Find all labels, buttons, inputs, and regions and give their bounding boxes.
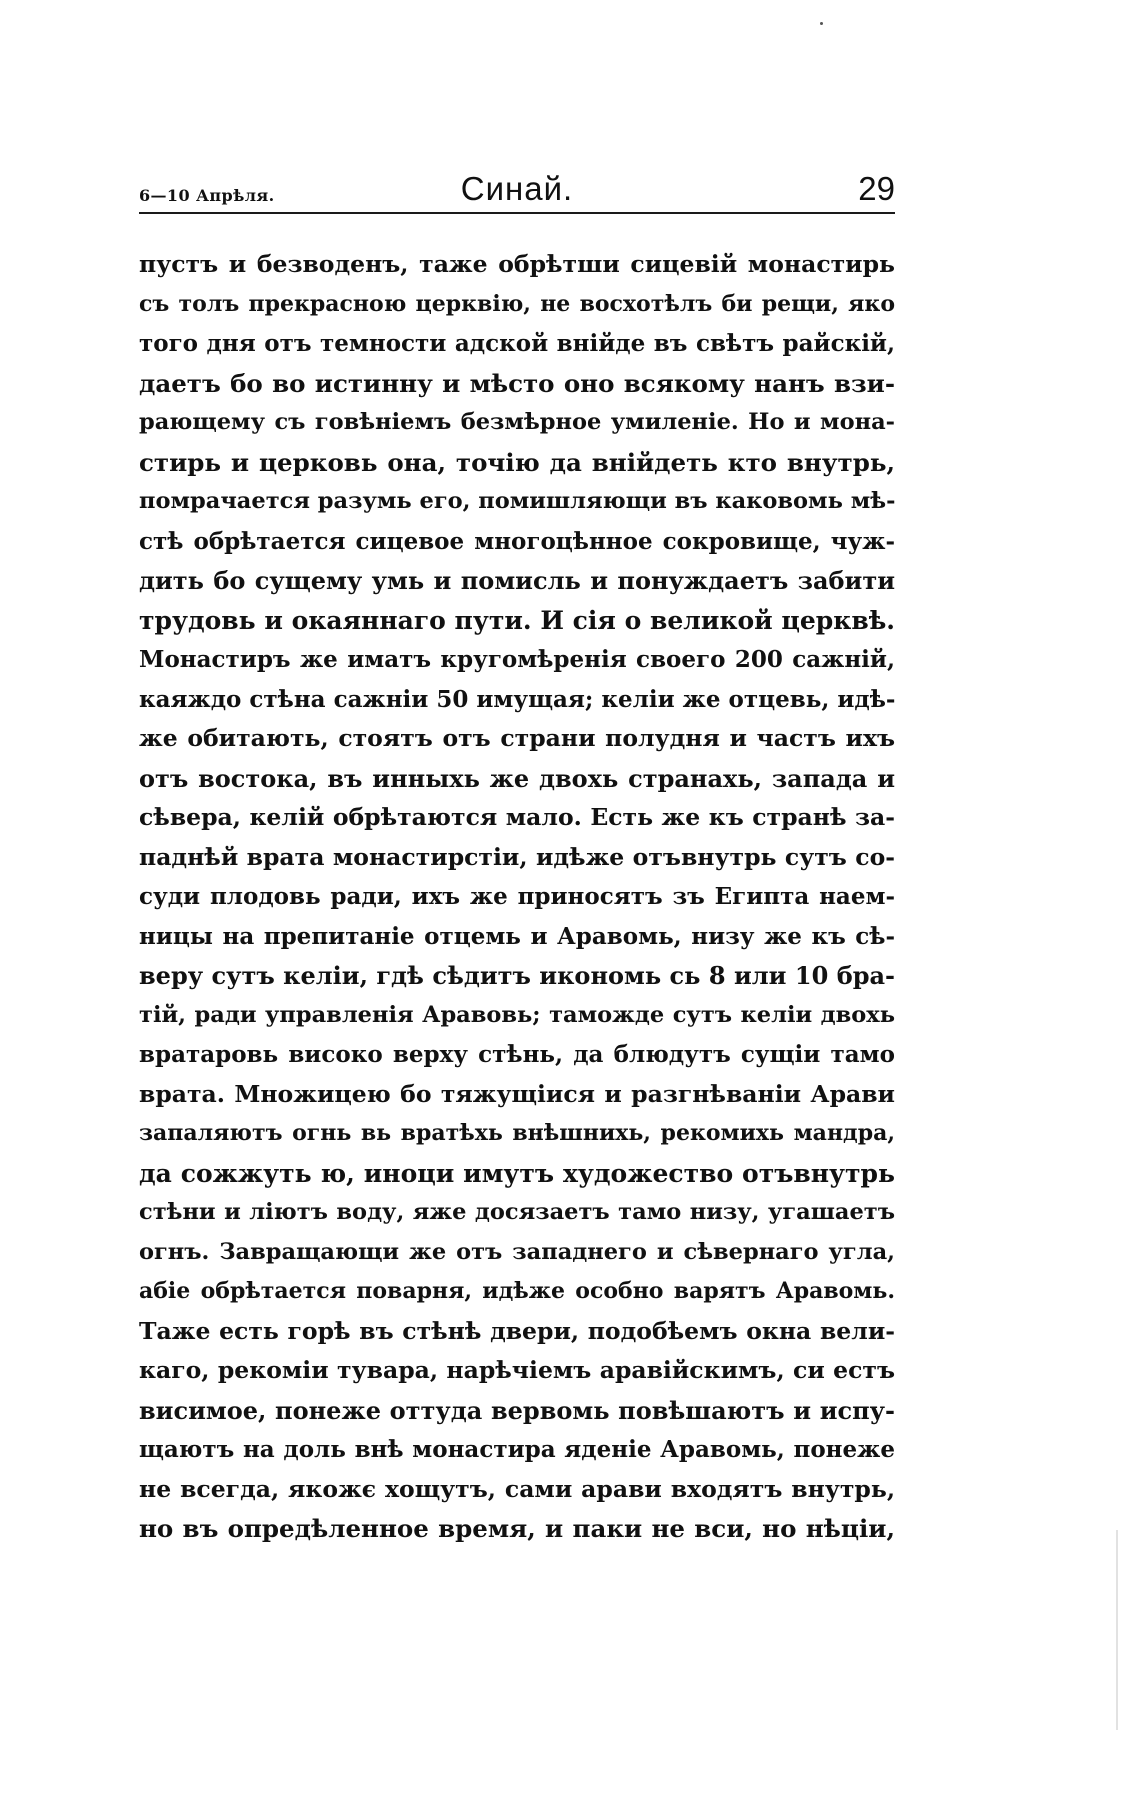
- text-line: трудовь и окаяннаго пути. И сія о великой церквѣ.: [139, 605, 895, 635]
- text-line: стирь и церковь она, точію да внійдеть кто внутрь,: [139, 447, 895, 477]
- text-line: того дня отъ темности адской внійде въ свѣтъ райскій,: [139, 330, 895, 357]
- text-line: каяждо стѣна сажніи 50 имущая; келіи же отцевь, идѣ-: [139, 685, 895, 713]
- text-line: даетъ бо во истинну и мѣсто оно всякому нанъ взи-: [139, 368, 895, 398]
- running-header: [139, 166, 895, 212]
- text-line: запаляютъ огнь вь вратѣхь внѣшнихь, рекомихь мандра,: [139, 1120, 895, 1146]
- body-text: [139, 245, 895, 1549]
- header-rule: [139, 212, 895, 214]
- header-title: Синай.: [460, 170, 574, 207]
- text-line: же обитають, стоятъ отъ страни полудня и частъ ихъ: [139, 724, 895, 752]
- header-date-range: 6—10 Апрѣля.: [139, 186, 275, 205]
- text-line: вратаровь високо верху стѣнь, да блюдутъ сущіи тамо: [139, 1041, 895, 1068]
- text-line: да сожжуть ю, иноци имутъ художество отъвнутрь: [139, 1158, 895, 1188]
- text-line: Монастиръ же иматъ кругомѣренія своего 200 сажній,: [139, 646, 895, 673]
- text-line: дить бо сущему умь и помисль и понуждаетъ забити: [139, 566, 895, 595]
- text-line: стѣни и ліютъ воду, яже досязаетъ тамо низу, угашаетъ: [139, 1199, 895, 1225]
- text-line: суди плодовь ради, ихъ же приносятъ зъ Египта наем-: [139, 883, 895, 910]
- text-line: сѣвера, келій обрѣтаются мало. Есть же къ странѣ за-: [139, 803, 895, 831]
- text-line: каго, рекоміи тувара, нарѣчіемъ аравійскимъ, си естъ: [139, 1356, 895, 1384]
- text-line: Таже есть горѣ въ стѣнѣ двери, подобѣемъ окна вели-: [139, 1316, 895, 1345]
- text-line: но въ опредѣленное время, и паки не вси, но нѣціи,: [139, 1514, 895, 1543]
- scan-speck: [820, 22, 823, 25]
- scan-edge-mark: [1116, 1530, 1118, 1730]
- text-line: рающему съ говѣніемъ безмѣрное умиленіе. Но и мона-: [139, 409, 895, 435]
- text-line: врата. Множицею бо тяжущіися и разгнѣваніи Арави: [139, 1079, 895, 1108]
- text-line: ницы на препитаніе отцемь и Аравомь, низу же къ сѣ-: [139, 922, 895, 950]
- text-line: отъ востока, въ инныхь же двохь странахь, запада и: [139, 763, 895, 793]
- text-line: щаютъ на доль внѣ монастира яденіе Аравомь, понеже: [139, 1436, 895, 1463]
- text-line: съ толъ прекрасною церквію, не восхотѣлъ би рещи, яко: [139, 290, 895, 317]
- text-line: помрачается разумь его, помишляющи въ каковомь мѣ-: [139, 488, 895, 514]
- text-line: стѣ обрѣтается сицевое многоцѣнное сокровище, чуж-: [139, 527, 895, 555]
- text-line: веру сутъ келіи, гдѣ сѣдитъ икономь сь 8 или 10 бра-: [139, 961, 895, 990]
- text-line: висимое, понеже оттуда вервомь повѣшаютъ и испу-: [139, 1395, 895, 1425]
- text-line: пустъ и безводенъ, таже обрѣтши сицевій монастирь: [139, 250, 895, 278]
- text-line: не всегда, якожє хощутъ, сами арави входятъ внутрь,: [139, 1474, 895, 1503]
- page-number: 29: [858, 170, 895, 207]
- text-line: тій, ради управленія Аравовь; таможде сутъ келіи двохь: [139, 1001, 895, 1028]
- text-line: огнъ. Завращающи же отъ западнего и сѣвернаго угла,: [139, 1238, 895, 1265]
- text-line: паднѣй врата монастирстіи, идѣже отъвнутрь сутъ со-: [139, 842, 895, 871]
- text-line: абіе обрѣтается поварня, идѣже особно варятъ Аравомь.: [139, 1278, 895, 1304]
